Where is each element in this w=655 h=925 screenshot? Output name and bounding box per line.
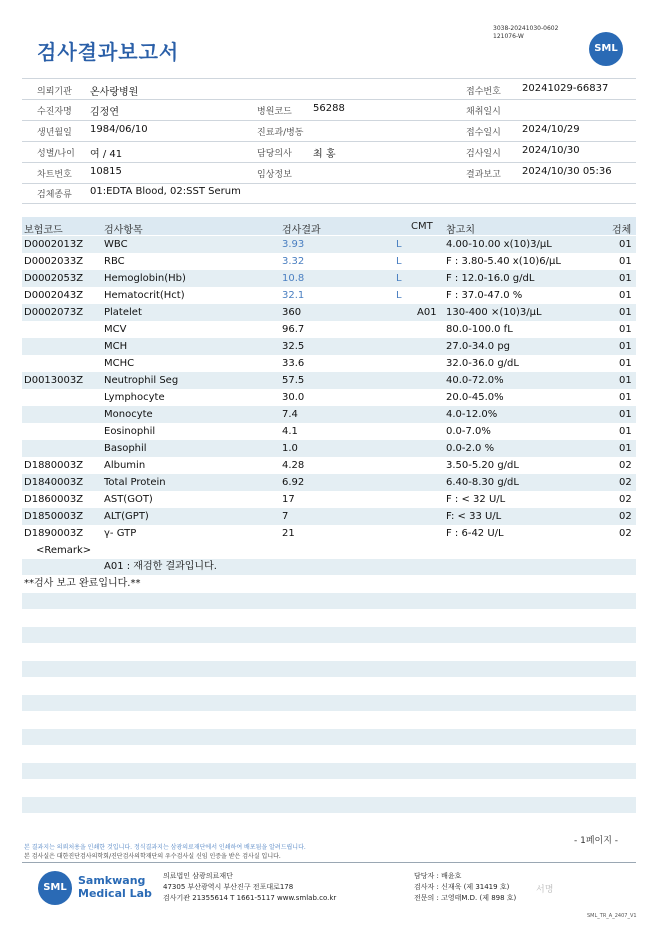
row-item: ALT(GPT) xyxy=(104,511,149,522)
empty-band xyxy=(22,763,636,779)
row-code: D1880003Z xyxy=(24,460,84,471)
footer-staff-doctor: 전문의 : 고영태M.D. (제 898 호) xyxy=(414,894,517,902)
report-label: 결과보고 xyxy=(466,170,501,180)
footer-brand-line-1: Samkwang xyxy=(78,874,146,887)
row-code: D1850003Z xyxy=(24,511,84,522)
table-row xyxy=(22,525,636,542)
doctor-value: 최 홍 xyxy=(313,149,336,160)
col-header-ref: 참고치 xyxy=(446,225,475,236)
document-id-line-1: 3038-20241030-0602 xyxy=(493,25,559,32)
footer-note-1: 본 결과지는 의뢰처용을 인쇄한 것입니다. 정식결과지는 삼광의료재단에서 인쇄하여 배포됨을 알려드립니다. xyxy=(24,844,306,851)
row-result: 6.92 xyxy=(282,477,305,488)
col-header-item: 검사항목 xyxy=(104,225,143,236)
receipt-date-value: 2024/10/29 xyxy=(522,124,580,135)
footer-brand-line-2: Medical Lab xyxy=(78,887,152,900)
page-title: 검사결과보고서 xyxy=(37,40,180,64)
test-date-value: 2024/10/30 xyxy=(522,145,580,156)
empty-band xyxy=(22,593,636,609)
table-row xyxy=(22,236,636,253)
table-row xyxy=(22,440,636,457)
row-item: RBC xyxy=(104,256,125,267)
form-version: SML_TR_A_2407_V1 xyxy=(587,913,637,919)
row-result: 3.93 xyxy=(282,239,305,250)
table-row xyxy=(22,287,636,304)
row-item: Platelet xyxy=(104,307,142,318)
row-flag: L xyxy=(396,290,402,301)
specimen-value: 01:EDTA Blood, 02:SST Serum xyxy=(90,186,241,197)
row-item: Hematocrit(Hct) xyxy=(104,290,185,301)
row-flag: L xyxy=(396,239,402,250)
table-row xyxy=(22,423,636,440)
footer-sml-logo: SML xyxy=(38,871,72,905)
sml-logo: SML xyxy=(589,32,623,66)
footer-staff xyxy=(414,871,516,904)
col-header-code: 보험코드 xyxy=(24,225,63,236)
row-reference: 40.0-72.0% xyxy=(446,375,504,386)
specimen-label: 검체종류 xyxy=(37,190,72,200)
doctor-label: 담당의사 xyxy=(257,149,292,159)
row-specimen: 01 xyxy=(619,341,632,352)
receipt-date-label: 접수일시 xyxy=(466,128,501,138)
col-header-result: 검사결과 xyxy=(282,225,321,236)
row-reference: F : 12.0-16.0 g/dL xyxy=(446,273,535,284)
row-flag: L xyxy=(396,256,402,267)
receipt-no-value: 20241029-66837 xyxy=(522,83,609,94)
row-result: 10.8 xyxy=(282,273,305,284)
patient-label: 수진자명 xyxy=(37,107,72,117)
row-reference: 0.0-2.0 % xyxy=(446,443,495,454)
row-specimen: 02 xyxy=(619,477,632,488)
row-code: D1840003Z xyxy=(24,477,84,488)
row-reference: 3.50-5.20 g/dL xyxy=(446,460,519,471)
row-item: Hemoglobin(Hb) xyxy=(104,273,186,284)
row-item: Eosinophil xyxy=(104,426,156,437)
row-result: 7.4 xyxy=(282,409,298,420)
page-number: - 1페이지 - xyxy=(574,836,619,846)
hospital-code-label: 병원코드 xyxy=(257,107,292,117)
table-row xyxy=(22,355,636,372)
row-item: Neutrophil Seg xyxy=(104,375,179,386)
row-code: D0002043Z xyxy=(24,290,84,301)
remark-title: <Remark> xyxy=(36,545,92,556)
remark-a01: A01 : 재검한 결과입니다. xyxy=(104,561,217,572)
col-header-cmt: CMT xyxy=(411,221,433,232)
row-specimen: 01 xyxy=(619,443,632,454)
footer-staff-manager: 담당자 : 배윤호 xyxy=(414,872,462,880)
row-specimen: 01 xyxy=(619,358,632,369)
row-reference: 0.0-7.0% xyxy=(446,426,491,437)
table-row xyxy=(22,321,636,338)
row-result: 4.1 xyxy=(282,426,298,437)
row-result: 1.0 xyxy=(282,443,298,454)
row-result: 4.28 xyxy=(282,460,305,471)
row-reference: 4.00-10.00 x(10)3/μL xyxy=(446,239,552,250)
col-header-specimen: 검체 xyxy=(612,225,632,236)
row-specimen: 02 xyxy=(619,460,632,471)
row-reference: 20.0-45.0% xyxy=(446,392,504,403)
table-row xyxy=(22,304,636,321)
row-result: 21 xyxy=(282,528,295,539)
row-item: MCH xyxy=(104,341,128,352)
row-item: MCHC xyxy=(104,358,135,369)
chart-value: 10815 xyxy=(90,166,122,177)
row-reference: F : < 32 U/L xyxy=(446,494,506,505)
footer-org-info xyxy=(163,871,336,904)
row-reference: 6.40-8.30 g/dL xyxy=(446,477,519,488)
test-date-label: 검사일시 xyxy=(466,149,501,159)
row-result: 3.32 xyxy=(282,256,305,267)
row-reference: 4.0-12.0% xyxy=(446,409,498,420)
row-specimen: 01 xyxy=(619,324,632,335)
empty-band xyxy=(22,661,636,677)
signature-mark: 서명 xyxy=(536,885,554,895)
row-code: D0013003Z xyxy=(24,375,84,386)
table-row xyxy=(22,474,636,491)
footer-staff-tester: 검사자 : 신재욱 (제 31419 호) xyxy=(414,883,510,891)
chart-label: 차트번호 xyxy=(37,170,72,180)
row-item: Total Protein xyxy=(104,477,166,488)
footer-divider xyxy=(22,862,636,863)
table-row xyxy=(22,372,636,389)
row-result: 17 xyxy=(282,494,295,505)
row-code: D1890003Z xyxy=(24,528,84,539)
row-specimen: 02 xyxy=(619,511,632,522)
sex-age-label: 성별/나이 xyxy=(37,149,75,159)
row-specimen: 01 xyxy=(619,375,632,386)
row-result: 7 xyxy=(282,511,289,522)
row-result: 57.5 xyxy=(282,375,305,386)
row-reference: 80.0-100.0 fL xyxy=(446,324,513,335)
dob-label: 생년월일 xyxy=(37,128,72,138)
row-specimen: 02 xyxy=(619,494,632,505)
footer-org-name: 의료법인 삼광의료재단 xyxy=(163,872,233,880)
row-code: D0002033Z xyxy=(24,256,84,267)
table-row xyxy=(22,457,636,474)
row-result: 32.1 xyxy=(282,290,305,301)
row-cmt: A01 xyxy=(417,307,437,318)
row-specimen: 01 xyxy=(619,256,632,267)
table-row xyxy=(22,508,636,525)
row-result: 32.5 xyxy=(282,341,305,352)
row-reference: F : 6-42 U/L xyxy=(446,528,504,539)
row-result: 96.7 xyxy=(282,324,305,335)
empty-band xyxy=(22,627,636,643)
hospital-code-value: 56288 xyxy=(313,103,345,114)
footer-brand xyxy=(78,874,152,900)
row-specimen: 01 xyxy=(619,307,632,318)
row-item: γ- GTP xyxy=(104,528,137,539)
row-item: Monocyte xyxy=(104,409,153,420)
dob-value: 1984/06/10 xyxy=(90,124,148,135)
row-item: Basophil xyxy=(104,443,147,454)
row-code: D0002053Z xyxy=(24,273,84,284)
document-id xyxy=(493,25,558,41)
empty-band xyxy=(22,797,636,813)
row-specimen: 01 xyxy=(619,409,632,420)
footer-contact: 검사기관 21355614 T 1661-5117 www.smlab.co.kr xyxy=(163,894,337,902)
empty-band xyxy=(22,729,636,745)
clinical-label: 임상정보 xyxy=(257,170,292,180)
row-reference: F : 3.80-5.40 x(10)6/μL xyxy=(446,256,561,267)
row-flag: L xyxy=(396,273,402,284)
report-complete-text: **검사 보고 완료입니다.** xyxy=(24,578,141,589)
row-item: MCV xyxy=(104,324,127,335)
patient-value: 김정연 xyxy=(90,107,119,118)
row-specimen: 01 xyxy=(619,239,632,250)
row-item: WBC xyxy=(104,239,128,250)
row-result: 360 xyxy=(282,307,302,318)
table-row xyxy=(22,338,636,355)
row-item: Albumin xyxy=(104,460,146,471)
row-code: D1860003Z xyxy=(24,494,84,505)
row-result: 33.6 xyxy=(282,358,305,369)
sex-age-value: 여 / 41 xyxy=(90,149,123,160)
table-row xyxy=(22,491,636,508)
row-reference: F: < 33 U/L xyxy=(446,511,502,522)
row-specimen: 02 xyxy=(619,528,632,539)
collect-date-label: 채취일시 xyxy=(466,107,501,117)
footer-address: 47305 부산광역시 부산진구 전포대로178 xyxy=(163,883,294,891)
table-row xyxy=(22,253,636,270)
row-reference: 130-400 ×(10)3/μL xyxy=(446,307,542,318)
institution-value: 온사랑병원 xyxy=(90,87,139,98)
receipt-no-label: 접수번호 xyxy=(466,87,501,97)
dept-label: 진료과/병동 xyxy=(257,128,304,138)
row-result: 30.0 xyxy=(282,392,305,403)
table-row xyxy=(22,406,636,423)
report-value: 2024/10/30 05:36 xyxy=(522,166,612,177)
footer-note-2: 본 검사실은 대한진단검사의학회/진단검사의학재단의 우수검사실 신임 인증을 받은 검사실 입니다. xyxy=(24,853,281,860)
row-reference: 27.0-34.0 pg xyxy=(446,341,511,352)
document-id-line-2: 121076-W xyxy=(493,33,524,40)
row-code: D0002073Z xyxy=(24,307,84,318)
row-specimen: 01 xyxy=(619,426,632,437)
row-item: Lymphocyte xyxy=(104,392,165,403)
row-reference: 32.0-36.0 g/dL xyxy=(446,358,519,369)
empty-band xyxy=(22,695,636,711)
row-specimen: 01 xyxy=(619,392,632,403)
row-specimen: 01 xyxy=(619,273,632,284)
institution-label: 의뢰기관 xyxy=(37,87,72,97)
row-specimen: 01 xyxy=(619,290,632,301)
table-row xyxy=(22,270,636,287)
table-row xyxy=(22,389,636,406)
row-code: D0002013Z xyxy=(24,239,84,250)
row-reference: F : 37.0-47.0 % xyxy=(446,290,523,301)
row-item: AST(GOT) xyxy=(104,494,153,505)
